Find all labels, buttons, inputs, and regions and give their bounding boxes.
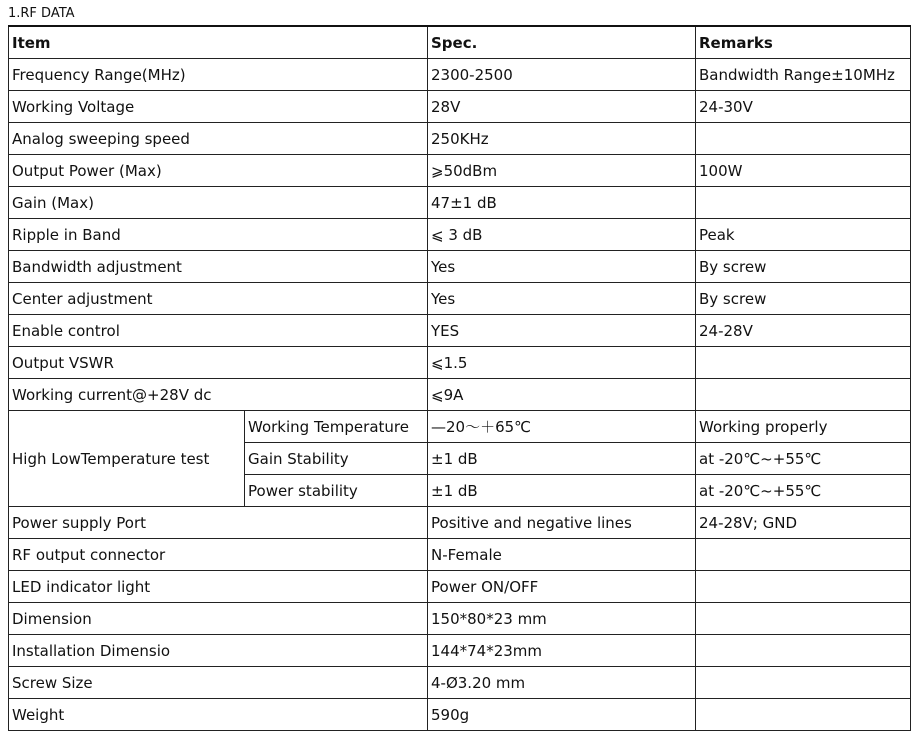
table-row [9, 411, 911, 443]
spec-cell: Power ON/OFF [428, 571, 696, 603]
spec-cell: 590g [428, 699, 696, 731]
remarks-cell: 100W [696, 155, 911, 187]
table-row [9, 539, 911, 571]
item-cell: Output Power (Max) [9, 155, 428, 187]
remarks-cell [696, 187, 911, 219]
rf-data-table [8, 25, 911, 731]
group-label-cell: High LowTemperature test [9, 411, 245, 507]
remarks-cell: Peak [696, 219, 911, 251]
spec-cell: 144*74*23mm [428, 635, 696, 667]
remarks-cell: 24-30V [696, 91, 911, 123]
remarks-cell [696, 571, 911, 603]
remarks-cell: 24-28V; GND [696, 507, 911, 539]
table-row [9, 635, 911, 667]
remarks-cell: 24-28V [696, 315, 911, 347]
spec-cell: ⩾50dBm [428, 155, 696, 187]
header-item: Item [9, 26, 428, 59]
spec-cell: 2300-2500 [428, 59, 696, 91]
remarks-cell: at -20℃~+55℃ [696, 475, 911, 507]
spec-cell: 47±1 dB [428, 187, 696, 219]
remarks-cell [696, 635, 911, 667]
table-row [9, 379, 911, 411]
remarks-cell [696, 123, 911, 155]
spec-cell: ⩽9A [428, 379, 696, 411]
remarks-cell [696, 539, 911, 571]
subitem-cell: Gain Stability [245, 443, 428, 475]
item-cell: Working Voltage [9, 91, 428, 123]
item-cell: Dimension [9, 603, 428, 635]
item-cell: Power supply Port [9, 507, 428, 539]
remarks-cell: Working properly [696, 411, 911, 443]
table-row [9, 283, 911, 315]
remarks-cell: By screw [696, 251, 911, 283]
item-cell: LED indicator light [9, 571, 428, 603]
spec-cell: Yes [428, 283, 696, 315]
table-row [9, 507, 911, 539]
table-row [9, 667, 911, 699]
spec-cell: YES [428, 315, 696, 347]
item-cell: Ripple in Band [9, 219, 428, 251]
table-row [9, 219, 911, 251]
header-row [9, 26, 911, 59]
item-cell: Working current@+28V dc [9, 379, 428, 411]
remarks-cell: Bandwidth Range±10MHz [696, 59, 911, 91]
item-cell: Analog sweeping speed [9, 123, 428, 155]
table-row [9, 251, 911, 283]
table-row [9, 59, 911, 91]
item-cell: Bandwidth adjustment [9, 251, 428, 283]
subitem-cell: Power stability [245, 475, 428, 507]
item-cell: Screw Size [9, 667, 428, 699]
spec-cell: Positive and negative lines [428, 507, 696, 539]
table-row [9, 699, 911, 731]
table-row [9, 155, 911, 187]
table-row [9, 187, 911, 219]
header-remarks: Remarks [696, 26, 911, 59]
spec-cell: Yes [428, 251, 696, 283]
spec-cell: —20～＋65℃ [428, 411, 696, 443]
spec-cell: 4-Ø3.20 mm [428, 667, 696, 699]
remarks-cell [696, 667, 911, 699]
item-cell: Frequency Range(MHz) [9, 59, 428, 91]
remarks-cell: at -20℃~+55℃ [696, 443, 911, 475]
spec-cell: ±1 dB [428, 443, 696, 475]
item-cell: RF output connector [9, 539, 428, 571]
table-row [9, 315, 911, 347]
item-cell: Gain (Max) [9, 187, 428, 219]
table-row [9, 603, 911, 635]
remarks-cell [696, 603, 911, 635]
subitem-cell: Working Temperature [245, 411, 428, 443]
remarks-cell: By screw [696, 283, 911, 315]
spec-cell: ±1 dB [428, 475, 696, 507]
item-cell: Installation Dimensio [9, 635, 428, 667]
table-row [9, 571, 911, 603]
spec-cell: N-Female [428, 539, 696, 571]
table-row [9, 91, 911, 123]
spec-cell: ⩽1.5 [428, 347, 696, 379]
remarks-cell [696, 699, 911, 731]
section-title: 1.RF DATA [8, 6, 75, 21]
item-cell: Enable control [9, 315, 428, 347]
item-cell: Output VSWR [9, 347, 428, 379]
remarks-cell [696, 379, 911, 411]
item-cell: Weight [9, 699, 428, 731]
table-row [9, 123, 911, 155]
spec-cell: 150*80*23 mm [428, 603, 696, 635]
item-cell: Center adjustment [9, 283, 428, 315]
spec-cell: ⩽ 3 dB [428, 219, 696, 251]
remarks-cell [696, 347, 911, 379]
header-spec: Spec. [428, 26, 696, 59]
spec-cell: 250KHz [428, 123, 696, 155]
spec-cell: 28V [428, 91, 696, 123]
table-row [9, 347, 911, 379]
